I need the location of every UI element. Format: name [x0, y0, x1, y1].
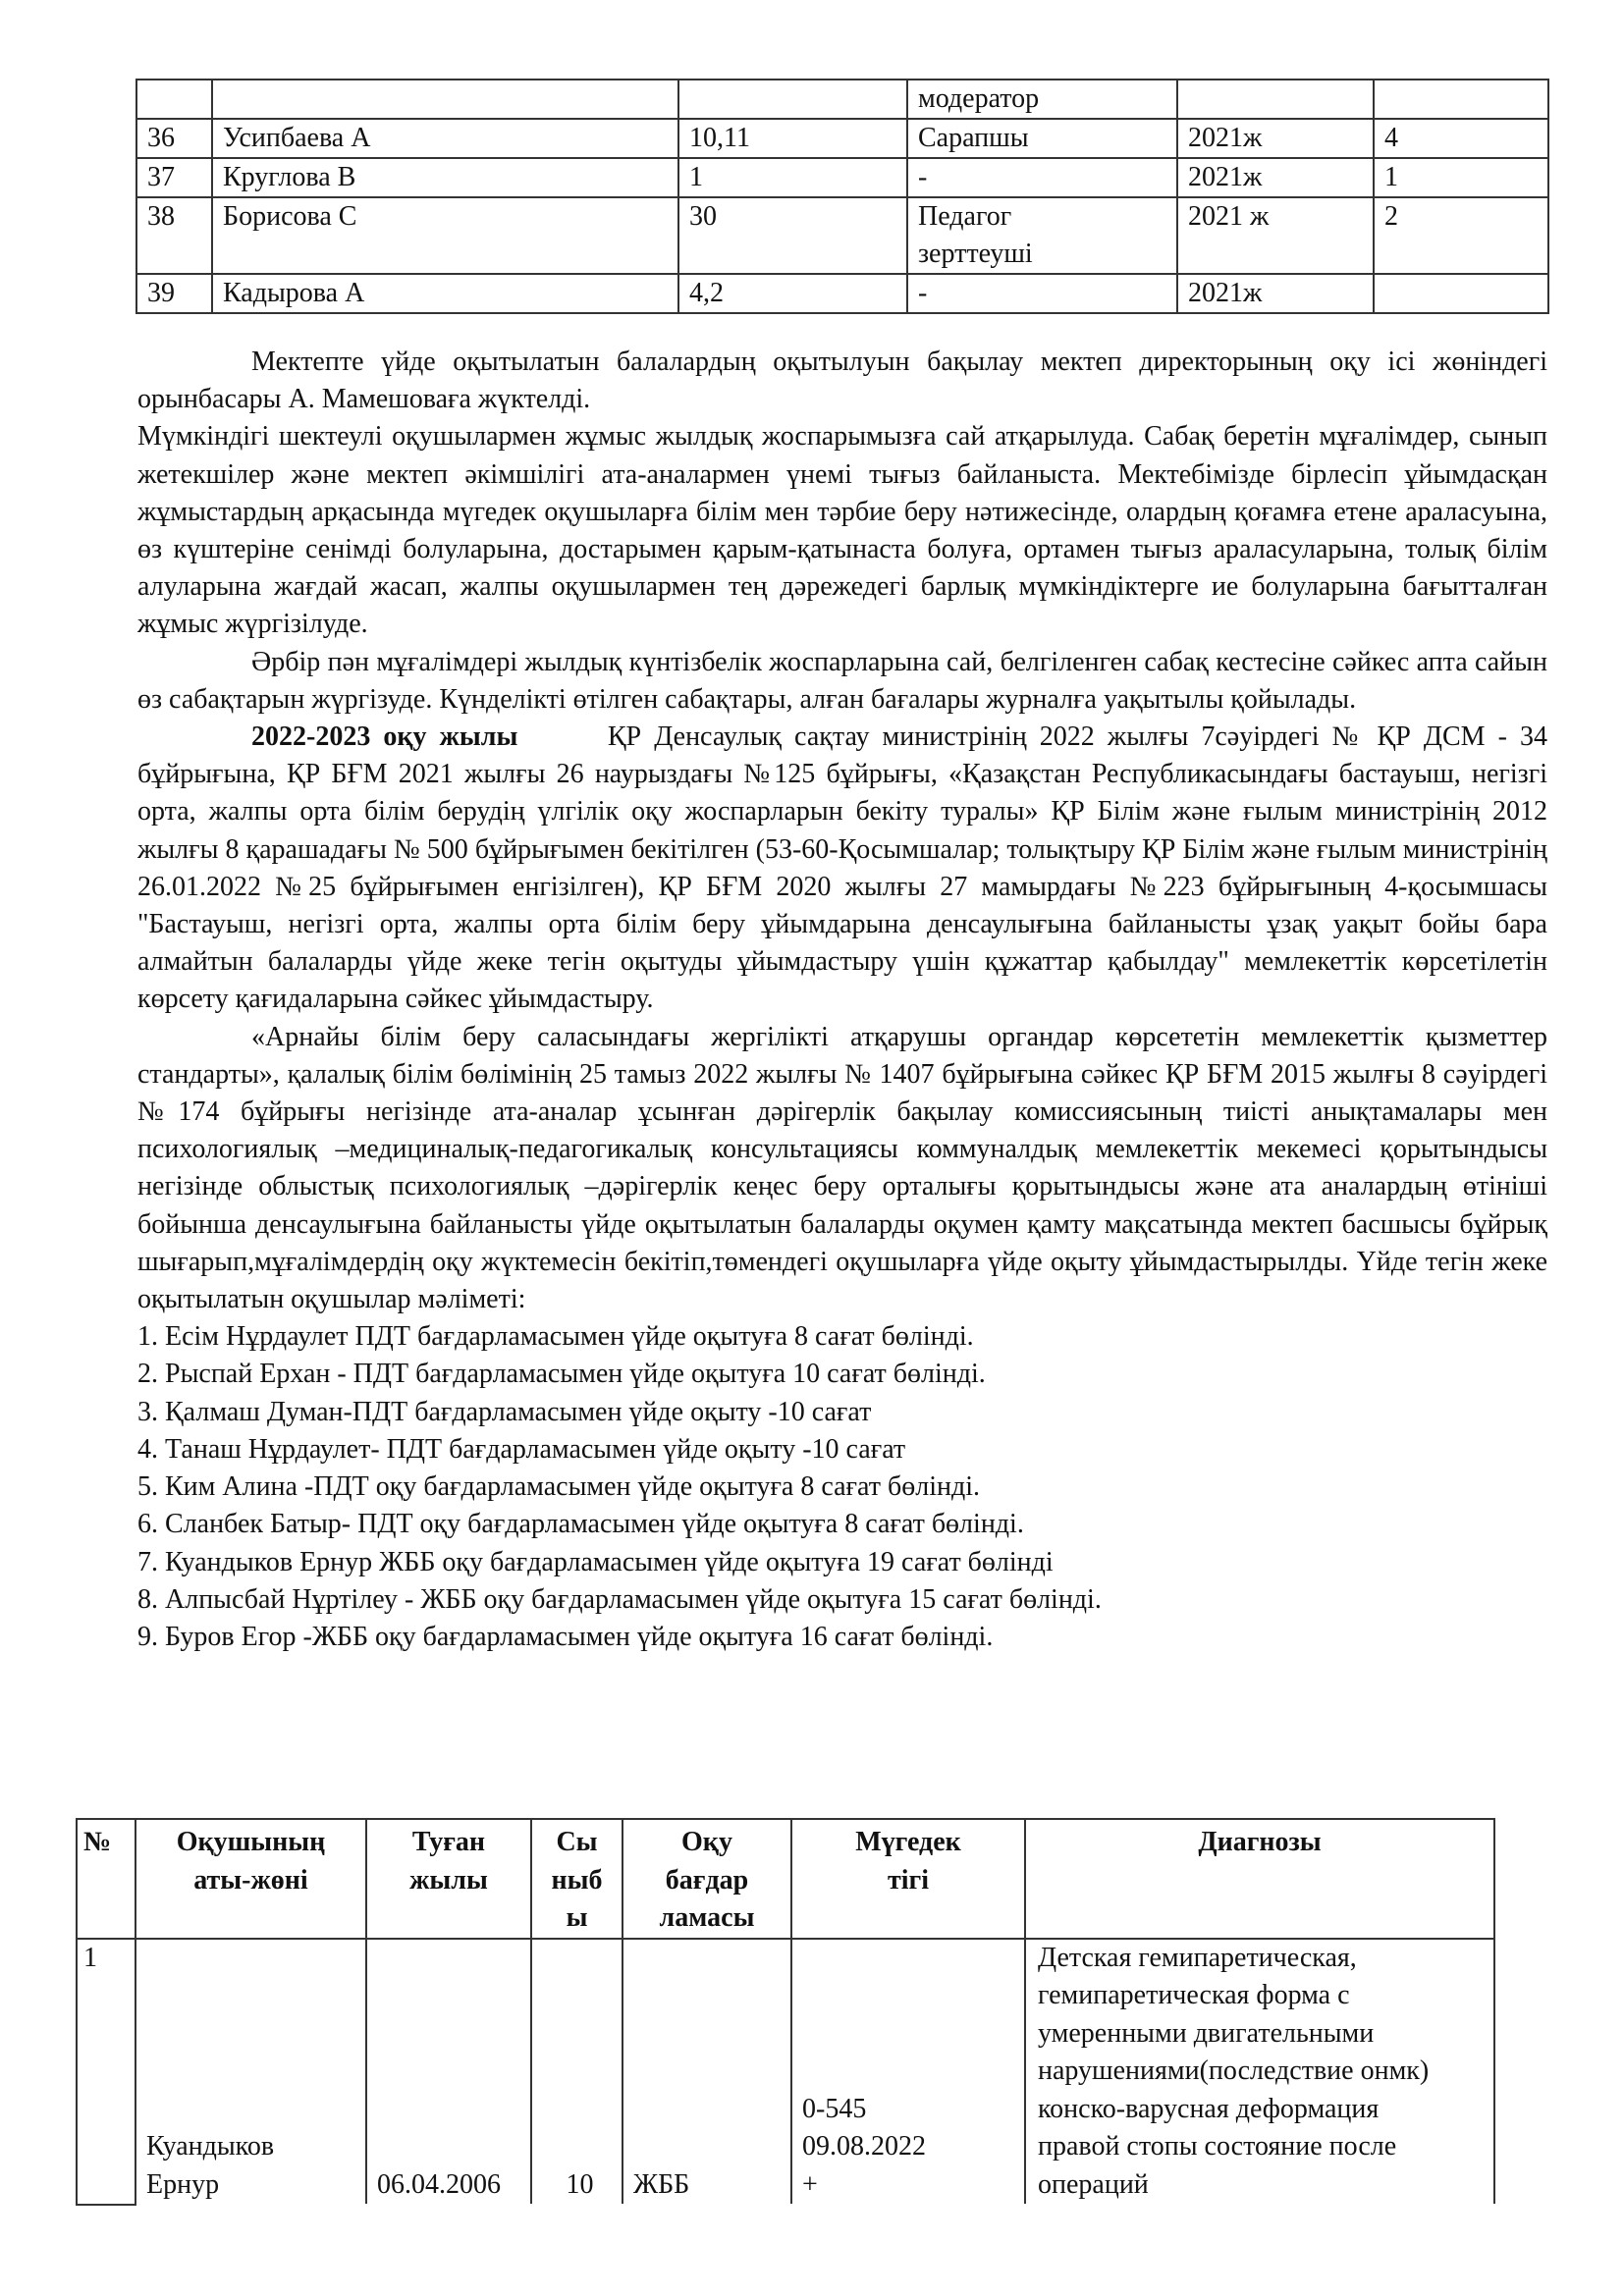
cell-name [212, 80, 678, 119]
cell-grade: 30 [678, 197, 907, 274]
cell-diagnosis: Детская гемипаретическая, гемипаретическая форма с умеренными двигательными нарушениями(последствие онмк) конско-варусная деформация правой стопы состояние после операций [1025, 1939, 1494, 2205]
list-item: 5. Ким Алина -ПДТ оқу бағдарламасымен үйде оқытуға 8 сағат бөлінді. [137, 1471, 980, 1503]
paragraph-supervision: Мектепте үйде оқытылатын балалардың оқытылуын бақылау мектеп директорының оқу ісі жөніндегі орынбасары А. Мамешоваға жүктелді. [137, 347, 1547, 415]
table-header-row [77, 1819, 1494, 1939]
students-table [76, 1818, 1495, 2204]
header-class: Сы ныб ы [531, 1819, 623, 1939]
cell-name: Усипбаева А [212, 119, 678, 158]
cell-number: 38 [136, 197, 212, 274]
header-birth-year: Туған жылы [366, 1819, 531, 1939]
cell-role: Педагог зерттеуші [907, 197, 1177, 274]
cell-name: Круглова В [212, 158, 678, 197]
header-diagnosis: Диагнозы [1025, 1819, 1494, 1939]
cell-grade [678, 80, 907, 119]
list-item: 6. Сланбек Батыр- ПДТ оқу бағдарламасымен үйде оқытуға 8 сағат бөлінді. [137, 1509, 1024, 1540]
cell-year: 2021ж [1177, 274, 1374, 313]
cell-count: 4 [1374, 119, 1548, 158]
table-row [136, 80, 1548, 119]
school-year-heading: 2022-2023 оқу жылы [251, 721, 518, 753]
cell-role: - [907, 274, 1177, 313]
paragraph-2022-2023 [137, 719, 1547, 1019]
cell-disability: 0-545 09.08.2022 + [791, 1939, 1025, 2205]
teachers-table [135, 79, 1549, 314]
cell-birth-date: 06.04.2006 [366, 1939, 531, 2205]
cell-name: Борисова С [212, 197, 678, 274]
cell-count: 2 [1374, 197, 1548, 274]
table-row [136, 158, 1548, 197]
cell-number: 37 [136, 158, 212, 197]
cell-number [136, 80, 212, 119]
body-text [137, 344, 1547, 1656]
cell-count [1374, 80, 1548, 119]
cell-student-name: Куандыков Ернур [135, 1939, 366, 2205]
cell-year: 2021ж [1177, 119, 1374, 158]
cell-grade: 10,11 [678, 119, 907, 158]
list-item: 8. Алпысбай Нұртілеу - ЖББ оқу бағдарламасымен үйде оқытуға 15 сағат бөлінді. [137, 1583, 1102, 1615]
header-disability: Мүгедек тігі [791, 1819, 1025, 1939]
header-number: № [77, 1819, 135, 1939]
header-program: Оқу бағдар ламасы [623, 1819, 791, 1939]
table-row [136, 197, 1548, 274]
cell-role: модератор [907, 80, 1177, 119]
list-item: 7. Куандыков Ернур ЖББ оқу бағдарламасымен үйде оқытуға 19 сағат бөлінді [137, 1546, 1054, 1577]
cell-class: 10 [531, 1939, 623, 2205]
list-item: 2. Рыспай Ерхан - ПДТ бағдарламасымен үйде оқытуға 10 сағат бөлінді. [137, 1359, 986, 1390]
paragraph-standards: «Арнайы білім беру саласындағы жергілікті атқарушы органдар көрсететін мемлекеттік қызметтер стандарты», қалалық білім бөлімінің 25 тамыз 2022 жылғы № 1407 бұйрығына сәйкес ҚР БҒМ 2015 жылғы 8 сәуірдегі №174 бұйрығы негізінде ата-аналар ұсынған дәрігерлік бақылау комиссиясының тиісті анықтамалары мен психологиялық –медициналық-педагогикалық консультациясы коммуналдық мемлекеттік мекемесі қорытындысы негізінде облыстық психологиялық –дәрігерлік кеңес беру орталығы қорытындысы және ата аналардың өтініші бойынша денсаулығына байланысты үйде оқытылатын балаларды оқумен қамту мақсатында мектеп басшысы бұйрық шығарып,мұғалімдердің оқу жүктемесін бекітіп,төмендегі оқушыларға үйде оқыту ұйымдастырылды. Үйде тегін жеке оқытылатын оқушылар мәліметі: [137, 1021, 1547, 1315]
list-item: 3. Қалмаш Думан-ПДТ бағдарламасымен үйде оқыту -10 сағат [137, 1396, 872, 1427]
cell-grade: 4,2 [678, 274, 907, 313]
cell-role: Сарапшы [907, 119, 1177, 158]
cell-role: - [907, 158, 1177, 197]
table-row [77, 1939, 1494, 2205]
paragraph-teachers: Әрбір пән мұғалімдері жылдық күнтізбелік жоспарларына сай, белгіленген сабақ кестесіне сәйкес апта сайын өз сабақтарын жүргізуде. Күнделікті өтілген сабақтары, алған бағалары журналға уақытылы қойылады. [137, 646, 1547, 715]
cell-program: ЖББ [623, 1939, 791, 2205]
list-item: 9. Буров Егор -ЖББ оқу бағдарламасымен үйде оқытуға 16 сағат бөлінді. [137, 1621, 994, 1652]
cell-year: 2021ж [1177, 158, 1374, 197]
table-row [136, 119, 1548, 158]
cell-number: 39 [136, 274, 212, 313]
cell-grade: 1 [678, 158, 907, 197]
cell-number: 1 [77, 1939, 135, 2205]
cell-name: Кадырова А [212, 274, 678, 313]
table-row [136, 274, 1548, 313]
header-student-name: Оқушының аты-жөні [135, 1819, 366, 1939]
paragraph-2022-2023-text: ҚР Денсаулық сақтау министрінің 2022 жылғы 7сәуірдегі № ҚР ДСМ - 34 бұйрығына, ҚР БҒМ 2021 жылғы 26 наурыздағы №125 бұйрығы, «Қазақстан Республикасындағы бастауыш, негізгі орта, жалпы орта білім берудің үлгілік оқу жоспарларын бекіту туралы» ҚР Білім және ғылым министрінің 2012 жылғы 8 қарашадағы № 500 бұйрығымен бекітілген (53-60-Қосымшалар; толықтыру ҚР Білім және ғылым министрінің 26.01.2022 №25 бұйрығымен енгізілген), ҚР БҒМ 2020 жылғы 27 мамырдағы №223 бұйрығының 4-қосымшасы "Бастауыш, негізгі орта, жалпы орта білім беру ұйымдарына денсаулығына байланысты ұзақ уақыт бойы бара алмайтын балаларды үйде жеке тегін оқытуды ұйымдастыру үшін құжаттар қабылдау" мемлекеттік көрсетілетін көрсету қағидаларына сәйкес ұйымдастыру. [137, 721, 1547, 1015]
cell-count: 1 [1374, 158, 1548, 197]
list-item: 1. Есім Нұрдаулет ПДТ бағдарламасымен үйде оқытуға 8 сағат бөлінді. [137, 1321, 974, 1353]
cell-number: 36 [136, 119, 212, 158]
paragraph-special-needs: Мүмкіндігі шектеулі оқушылармен жұмыс жылдық жоспарымызға сай атқарылуда. Сабақ беретін мұғалімдер, сынып жетекшілер және мектеп әкімшілігі ата-аналармен үнемі тығыз байланыста. Мектебімізде бірлесіп ұйымдасқан жұмыстардың арқасында мүгедек оқушыларға білім мен тәрбие беру нәтижесінде, олардың қоғамға етене араласуына, өз күштеріне сенімді болуларына, достарымен қарым-қатынаста болуға, ортамен тығыз араласуларына, толық білім алуларына жағдай жасап, жалпы оқушылармен тең дәрежедегі барлық мүмкіндіктерге ие болуларына бағытталған жұмыс жүргізілуде. [137, 421, 1547, 640]
student-list [137, 1318, 1547, 1656]
cell-year: 2021 ж [1177, 197, 1374, 274]
list-item: 4. Танаш Нұрдаулет- ПДТ бағдарламасымен үйде оқыту -10 сағат [137, 1433, 906, 1465]
cell-year [1177, 80, 1374, 119]
cell-count [1374, 274, 1548, 313]
